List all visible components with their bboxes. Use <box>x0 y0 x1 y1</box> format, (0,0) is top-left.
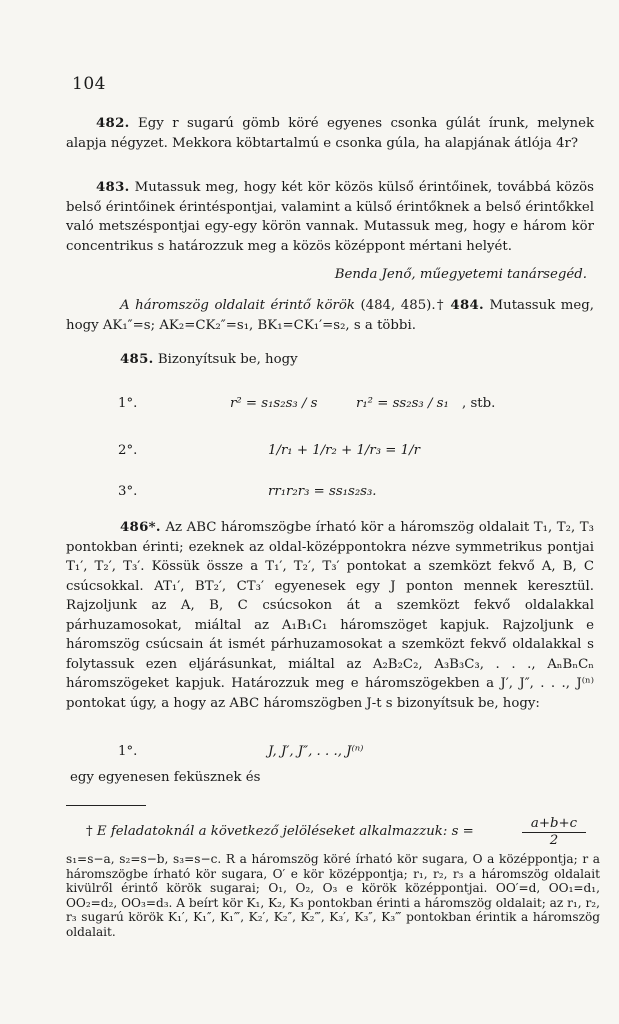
footnote-fraction <box>522 816 586 848</box>
problem-484 <box>66 296 594 335</box>
problem-482 <box>66 114 594 153</box>
footnote-rule <box>66 805 146 806</box>
problem-486 <box>66 518 594 713</box>
item-label: 1°. <box>118 396 138 411</box>
formula-product: rr₁r₂r₃ = ss₁s₂s₃. <box>268 484 377 499</box>
problem-483 <box>66 178 594 256</box>
continuation-text: egy egyenesen feküsznek és <box>70 770 261 785</box>
problem-text-cont: hogy AK₁″=s; AK₂=CK₂″=s₁, BK₁=CK₁′=s₂, s a többi. <box>66 317 416 333</box>
formula-r-squared: r² = s₁s₂s₃ / s <box>230 396 318 411</box>
problem-number: 482. <box>96 116 130 131</box>
formula-r1-squared: r₁² = ss₂s₃ / s₁ <box>356 396 449 411</box>
problem-485 <box>66 350 594 370</box>
problem-number: 483. <box>96 180 130 195</box>
item-label: 2°. <box>118 443 138 458</box>
problem-text: Mutassuk meg, <box>489 298 595 313</box>
fraction-numerator: a+b+c <box>522 816 586 833</box>
formula-suffix: , stb. <box>462 396 496 411</box>
problem-text: Egy r sugarú gömb köré egyenes csonka gúlát írunk, melynek alapja négyzet. Mekkora köbtartalmú e csonka gúla, ha alapjának átlója 4r? <box>66 116 594 151</box>
footnote-head-text: E feladatoknál a következő jelöléseket alkalmazzuk: <box>96 824 448 839</box>
problem-text: Mutassuk meg, hogy két kör közös külső érintőinek, továbbá közös belső érintőinek érintéspontjai, valamint a külső érintőknek a belső érintőkkel való metszéspontjai egy-egy körön vannak. Mutassuk meg, hogy e három kör concentrikus s határozzuk meg a közös középpont mértani helyét. <box>66 180 594 254</box>
footnote-text: s₁=s−a, s₂=s−b, s₃=s−c. R a háromszög köré írható kör sugara, O a középpontja; r a háromszögbe írható kör sugara, O′ e kör középpontja; r₁, r₂, r₃ a háromszög oldalait kivülről érintő körök sugarai; O₁, O₂, O₃ e körök középpontjai. OO′=d, OO₁=d₁, OO₂=d₂, OO₃=d₃. A beírt kör K₁, K₂, K₃ pontokban érinti a háromszög oldalait; az r₁, r₂, r₃ sugarú körök K₁′, K₁″, K₁‴, K₂′, K₂″, K₂‴, K₃′, K₃″, K₃‴ pontokban érintik a háromszög oldalait. <box>66 852 600 939</box>
footnote-heading <box>86 824 474 839</box>
formula-j-points: J, J′, J″, . . ., J⁽ⁿ⁾ <box>268 744 364 759</box>
problem-number: 486*. <box>120 520 161 535</box>
problem-text: Az ABC háromszögbe írható kör a háromszög oldalait T₁, T₂, T₃ pontokban érinti; ezeknek az oldal-középpontokra nézve symmetrikus pontjai T₁′, T₂′, T₃′. Kössük össze a T₁′, T₂′, T₃′ pontokat a szemközt fekvő A, B, C csúcsokkal. AT₁′, BT₂′, CT₃′ egyenesek egy J ponton mennek keresztül. Rajzoljunk az A, B, C csúcsokon át a szemközt fekvő oldalakkal párhuzamosokat, miáltal az A₁B₁C₁ háromszöget kapjuk. Rajzoljunk e háromszög csúcsain át ismét párhuzamosokat a szemközt fekvő oldalakkal s folytassuk ezen eljárásunkat, miáltal az A₂B₂C₂, A₃B₃C₃, . . ., AₙBₙCₙ háromszögeket kapjuk. Határozzuk meg e háromszögekben a J′, J″, . . ., J⁽ⁿ⁾ pontokat úgy, a hogy az ABC háromszögben J-t s bizonyítsuk be, hogy: <box>66 520 594 711</box>
page-number: 104 <box>72 74 106 94</box>
footnote-mark: † <box>86 824 93 839</box>
section-refs: (484, 485).† <box>360 298 445 313</box>
problem-number: 484. <box>450 298 484 313</box>
fraction-denominator: 2 <box>549 833 559 848</box>
author-signature: Benda Jenő, műegyetemi tanársegéd. <box>334 267 587 282</box>
formula-reciprocal-sum: 1/r₁ + 1/r₂ + 1/r₃ = 1/r <box>268 443 420 458</box>
footnote-lhs: s = <box>451 824 474 839</box>
item-label: 3°. <box>118 484 138 499</box>
problem-intro: Bizonyítsuk be, hogy <box>157 352 298 367</box>
item-label: 1°. <box>118 744 138 759</box>
problem-number: 485. <box>120 352 154 367</box>
section-heading: A háromszög oldalait érintő körök <box>120 298 355 313</box>
